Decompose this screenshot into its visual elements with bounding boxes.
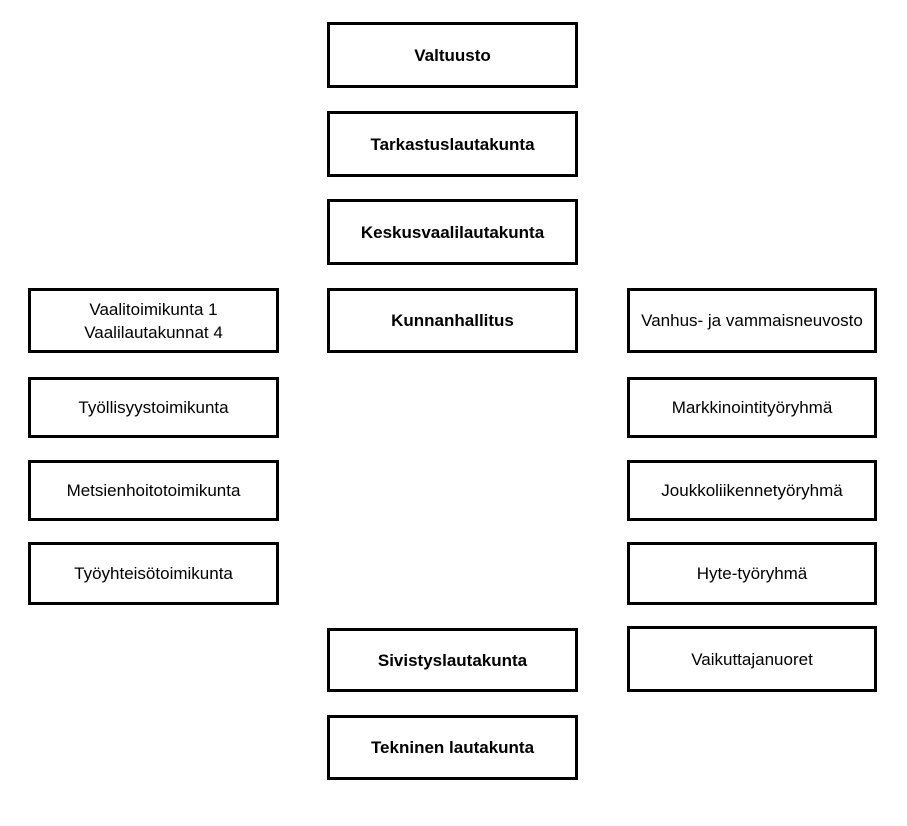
org-box-sivistyslautakunta bbox=[327, 628, 578, 692]
org-box-label: Keskusvaalilautakunta bbox=[360, 222, 545, 242]
org-box-label: Hyte-työryhmä bbox=[696, 564, 808, 583]
org-box-label: Vanhus- ja vammaisneuvosto bbox=[641, 311, 863, 330]
org-box-tyoyhteisotoimikunta bbox=[28, 542, 279, 605]
org-box-label: Kunnanhallitus bbox=[391, 311, 514, 330]
org-box-label: Työllisyystoimikunta bbox=[78, 398, 229, 417]
org-box-label: Tarkastuslautakunta bbox=[370, 134, 535, 154]
org-box-joukkoliikennetyoryhma bbox=[627, 460, 877, 521]
org-box-tyollisyystoimikunta bbox=[28, 377, 279, 438]
org-box-label: Metsienhoitotoimikunta bbox=[66, 481, 241, 500]
org-box-valtuusto bbox=[327, 22, 578, 88]
org-box-label: Markkinointityöryhmä bbox=[671, 398, 833, 417]
org-box-label-line1: Vaalitoimikunta 1 bbox=[89, 299, 218, 319]
org-box-vaikuttajanuoret bbox=[627, 626, 877, 692]
org-box-tarkastuslautakunta bbox=[327, 111, 578, 177]
org-box-metsienhoitotoimikunta bbox=[28, 460, 279, 521]
org-box-hyte-tyoryhma bbox=[627, 542, 877, 605]
org-box-vaalitoimikunta bbox=[28, 288, 279, 353]
org-box-label: Tekninen lautakunta bbox=[370, 738, 535, 757]
org-box-markkinointityoryhma bbox=[627, 377, 877, 438]
org-box-tekninen-lautakunta bbox=[327, 715, 578, 780]
org-box-label: Vaikuttajanuoret bbox=[691, 649, 813, 669]
org-box-keskusvaalilautakunta bbox=[327, 199, 578, 265]
org-box-label: Työyhteisötoimikunta bbox=[74, 564, 233, 583]
org-box-label-line2: Vaalilautakunnat 4 bbox=[84, 322, 223, 342]
org-box-label: Sivistyslautakunta bbox=[377, 650, 528, 670]
org-box-vanhus-ja-vammaisneuvosto bbox=[627, 288, 877, 353]
org-box-label: Valtuusto bbox=[414, 45, 491, 65]
org-box-kunnanhallitus bbox=[327, 288, 578, 353]
org-box-label: Joukkoliikennetyöryhmä bbox=[661, 481, 843, 500]
